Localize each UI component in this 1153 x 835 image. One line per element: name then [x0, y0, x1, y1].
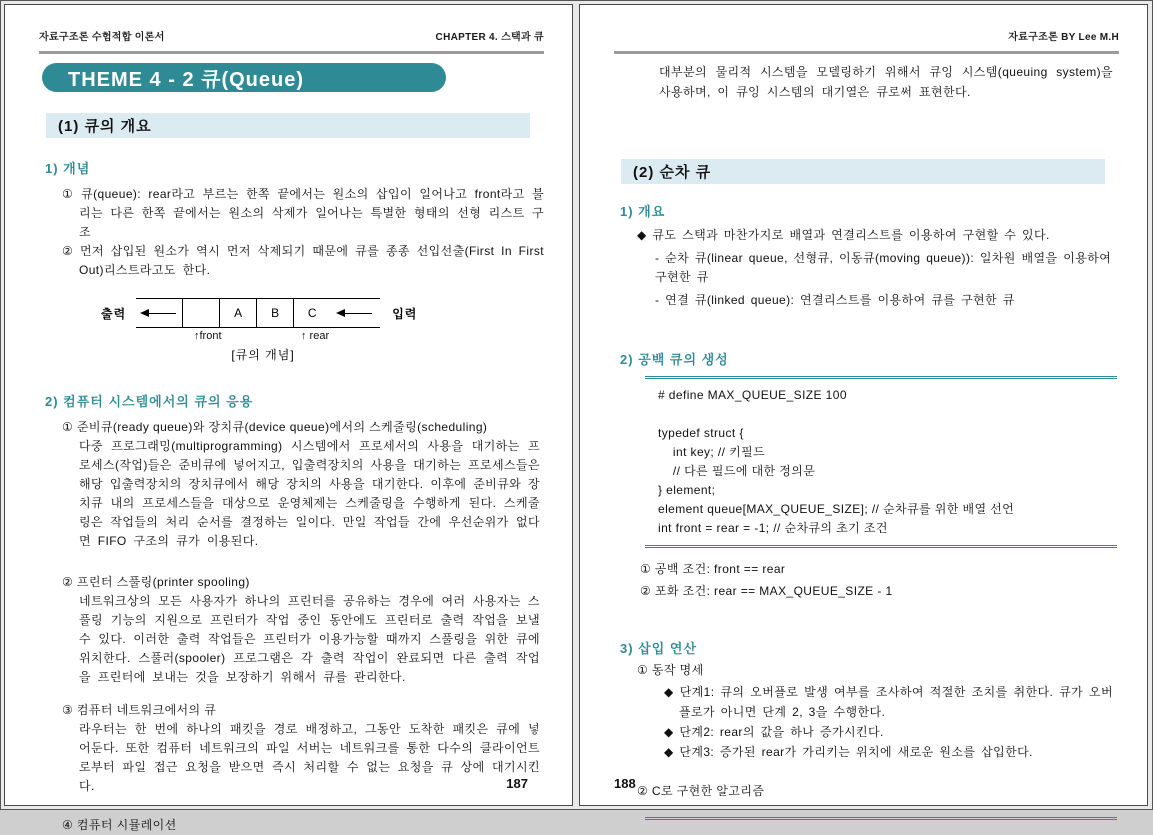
insert-step: ◆ 단계2: rear의 값을 하나 증가시킨다.	[664, 725, 884, 739]
code-block-empty-queue	[645, 376, 1117, 548]
page-left	[4, 4, 573, 832]
concept-list	[39, 185, 544, 280]
application-title: ① 준비큐(ready queue)와 장치큐(device queue)에서의 스케줄링(scheduling)	[62, 420, 488, 434]
theme-title: THEME 4 - 2 큐(Queue)	[68, 69, 305, 91]
header-book-title: 자료구조론 BY Lee M.H	[1008, 32, 1119, 43]
code-block-insert-start	[645, 817, 1117, 820]
diagram-input-label: 입력	[392, 306, 418, 321]
overview-bullet: ◆ 큐도 스택과 마찬가지로 배열과 연결리스트를 이용하여 구현할 수 있다.	[637, 228, 1050, 242]
code-line: int key; // 키필드	[658, 445, 766, 459]
code-line: # define MAX_QUEUE_SIZE 100	[658, 388, 847, 402]
queue-diagram-row	[101, 298, 544, 328]
insert-step: ◆ 단계3: 증가된 rear가 가리키는 위치에 새로운 원소를 삽입한다.	[664, 745, 1033, 759]
page-number: 187	[506, 776, 528, 791]
insert-spec-title: ① 동작 명세	[637, 663, 704, 677]
subsection-concept-title: 1) 개념	[45, 161, 91, 176]
code-line: // 다른 필드에 대한 정의문	[658, 464, 816, 478]
code-line	[658, 405, 1117, 424]
running-header	[614, 28, 1119, 43]
insert-code-title: ② C로 구현한 알고리즘	[637, 784, 765, 798]
subsection-applications-title: 2) 컴퓨터 시스템에서의 큐의 응용	[45, 394, 254, 409]
header-rule	[39, 51, 544, 54]
diagram-tube-right	[330, 298, 380, 328]
page-right	[579, 4, 1148, 806]
section-1-title: (1) 큐의 개요	[58, 118, 152, 135]
queue-cell-empty	[182, 298, 219, 328]
concept-item: ② 먼저 삽입된 원소가 역시 먼저 삭제되기 때문에 큐를 종종 선입선출(First In First Out)리스트라고도 한다.	[62, 244, 544, 277]
insert-steps-list	[614, 682, 1119, 762]
section-2-title: (2) 순차 큐	[633, 164, 712, 181]
left-arrow-icon	[338, 313, 372, 314]
diagram-tube-left	[136, 298, 182, 328]
left-arrow-icon	[142, 313, 176, 314]
queue-cell-b: B	[256, 298, 293, 328]
subsection-insert-title: 3) 삽입 연산	[620, 641, 698, 656]
code-block-top-rule	[645, 817, 1117, 820]
code-line: } element;	[658, 483, 716, 497]
insert-step: ◆ 단계1: 큐의 오버플로 발생 여부를 조사하여 적절한 조치를 취한다. 큐가 오버플로가 아니면 단계 2, 3을 수행한다.	[664, 685, 1113, 719]
diagram-caption: [큐의 개념]	[231, 348, 295, 362]
code-line: element queue[MAX_QUEUE_SIZE]; // 순차큐를 위한 배열 선언	[658, 502, 1015, 516]
application-title: ② 프린터 스풀링(printer spooling)	[62, 575, 250, 589]
page-number: 188	[614, 776, 636, 791]
empty-condition: ① 공백 조건: front == rear	[640, 562, 786, 576]
diagram-pointer-labels	[101, 328, 544, 344]
theme-title-pill	[42, 63, 446, 92]
code-line: typedef struct {	[658, 426, 744, 440]
full-condition: ② 포화 조건: rear == MAX_QUEUE_SIZE - 1	[640, 584, 893, 598]
header-book-title: 자료구조론 수험적합 이론서	[39, 32, 165, 43]
front-pointer-label: ↑front	[194, 330, 222, 342]
application-item	[39, 701, 544, 796]
queue-conditions	[614, 558, 1119, 602]
applications-list	[39, 418, 544, 835]
overview-dash-item: - 연결 큐(linked queue): 연결리스트를 이용하여 큐를 구현한 큐	[655, 293, 1015, 307]
queue-concept-diagram	[101, 298, 544, 363]
application-body: 라우터는 한 번에 하나의 패킷을 경로 배정하고, 그동안 도착한 패킷은 큐에 넣어둔다. 또한 컴퓨터 네트워크의 파일 서버는 네트워크를 통한 다수의 클라이언트로부터 파일 접근 요청을 받으면 즉시 처리할 수 없는 요청을 큐 상에 대기시킨다.	[79, 722, 540, 793]
intro-paragraph: 대부분의 물리적 시스템을 모델링하기 위해서 큐잉 시스템(queuing system)을 사용하며, 이 큐잉 시스템의 대기열은 큐로써 표현한다.	[659, 65, 1113, 99]
code-block-bottom-rule	[645, 545, 1117, 548]
overview-dash-item: - 순차 큐(linear queue, 선형큐, 이동큐(moving queue)): 일차원 배열을 이용하여 구현한 큐	[655, 251, 1112, 284]
application-body: 다중 프로그래밍(multiprogramming) 시스템에서 프로세서의 사용을 대기하는 프로세스(작업)들은 준비큐에 넣어지고, 입출력장치의 사용을 대기하는 프로세스들은 해당 입출력장치의 장치큐에서 해당 장치의 사용을 대기한다. 이후에 준비큐와 장치큐 내의 프로세스들을 대상으로 운영체제는 스케줄링을 수행하게 된다. 스케줄링은 작업들의 처리 순서를 결정하는 일이다. 만일 작업들 간에 우선순위가 없다면 FIFO 구조의 큐가 이용된다.	[79, 439, 540, 548]
running-header	[39, 28, 544, 43]
application-body: 네트워크상의 모든 사용자가 하나의 프린터를 공유하는 경우에 여러 사용자는 스풀링 기능의 지원으로 프린터가 작업 중인 동안에도 프린터로 출력 작업을 보낼 수 있다. 이러한 출력 작업들은 프린터가 이용가능할 때까지 스풀링을 위한 큐에 위치한다. 스풀러(spooler) 프로그램은 각 출력 작업이 완료되면 다른 출력 작업을 프린터에 보내는 것을 보장하기 위해서 큐를 관리한다.	[79, 594, 540, 684]
header-chapter-title: CHAPTER 4. 스택과 큐	[435, 32, 544, 43]
section-1-band	[46, 113, 530, 138]
queue-cell-a: A	[219, 298, 256, 328]
concept-item: ① 큐(queue): rear라고 부르는 한쪽 끝에서는 원소의 삽입이 일어나고 front라고 불리는 다른 한쪽 끝에서는 원소의 삭제가 일어나는 특별한 형태의 선형 리스트 구조	[62, 187, 544, 239]
application-title: ③ 컴퓨터 네트워크에서의 큐	[62, 703, 217, 717]
code-line: int front = rear = -1; // 순차큐의 초기 조건	[658, 521, 888, 535]
application-item	[39, 573, 544, 687]
application-item	[39, 816, 544, 835]
application-item	[39, 418, 544, 551]
subsection-create-title: 2) 공백 큐의 생성	[620, 352, 729, 367]
application-title: ④ 컴퓨터 시뮬레이션	[62, 818, 177, 832]
subsection-overview-title: 1) 개요	[620, 204, 666, 219]
diagram-output-label: 출력	[101, 306, 127, 321]
section-2-band	[621, 159, 1105, 184]
header-rule	[614, 51, 1119, 54]
queue-cell-c: C	[293, 298, 330, 328]
rear-pointer-label: ↑ rear	[301, 330, 330, 342]
code-body	[645, 379, 1117, 545]
